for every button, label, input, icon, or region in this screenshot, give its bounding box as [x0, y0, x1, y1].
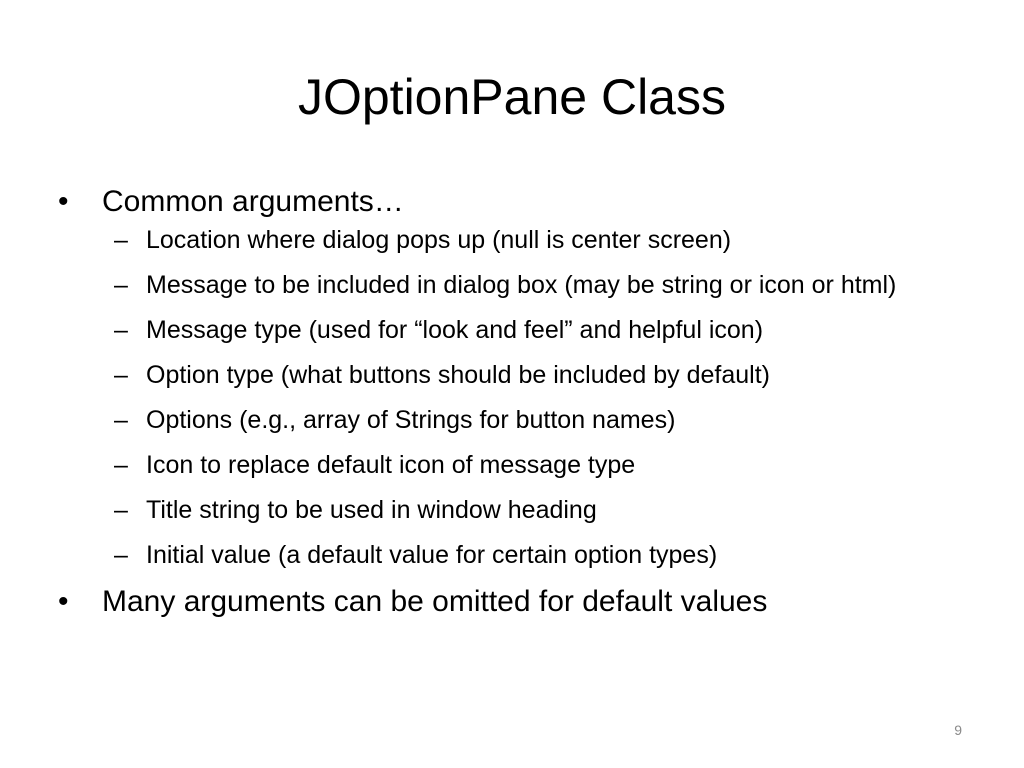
sub-bullet-item — [58, 269, 978, 302]
slide-title: JOptionPane Class — [297, 69, 726, 125]
slide-body — [58, 180, 978, 624]
sub-bullet-item — [58, 539, 978, 572]
sub-bullet-text: Message type (used for “look and feel” and helpful icon) — [146, 316, 764, 344]
dash-icon: – — [114, 451, 128, 479]
sub-bullet-text: Initial value (a default value for certain option types) — [146, 541, 718, 569]
sub-bullet-text: Option type (what buttons should be included by default) — [146, 361, 771, 389]
sub-bullet-text: Message to be included in dialog box (may be string or icon or html) — [146, 271, 897, 299]
sub-bullet-text: Title string to be used in window heading — [146, 496, 597, 524]
dash-icon: – — [114, 271, 128, 299]
sub-bullet-text: Icon to replace default icon of message type — [146, 451, 636, 479]
bullet-text: Many arguments can be omitted for default values — [102, 585, 768, 618]
sub-bullet-text: Options (e.g., array of Strings for button names) — [146, 406, 676, 434]
sub-bullet-list — [58, 224, 978, 572]
dash-icon: – — [114, 361, 128, 389]
sub-bullet-text: Location where dialog pops up (null is center screen) — [146, 226, 732, 254]
sub-bullet-item — [58, 224, 978, 257]
sub-bullet-item — [58, 494, 978, 527]
bullet-item — [58, 580, 978, 624]
bullet-text: Common arguments… — [102, 185, 404, 218]
bullet-item — [58, 180, 978, 224]
sub-bullet-item — [58, 314, 978, 347]
sub-bullet-group — [58, 224, 978, 572]
sub-bullet-item — [58, 404, 978, 437]
sub-bullet-item — [58, 359, 978, 392]
bullet-icon: • — [58, 185, 69, 218]
dash-icon: – — [114, 406, 128, 434]
dash-icon: – — [114, 226, 128, 254]
dash-icon: – — [114, 496, 128, 524]
dash-icon: – — [114, 316, 128, 344]
page-number: 9 — [954, 722, 962, 738]
dash-icon: – — [114, 541, 128, 569]
sub-bullet-item — [58, 449, 978, 482]
bullet-icon: • — [58, 585, 69, 618]
